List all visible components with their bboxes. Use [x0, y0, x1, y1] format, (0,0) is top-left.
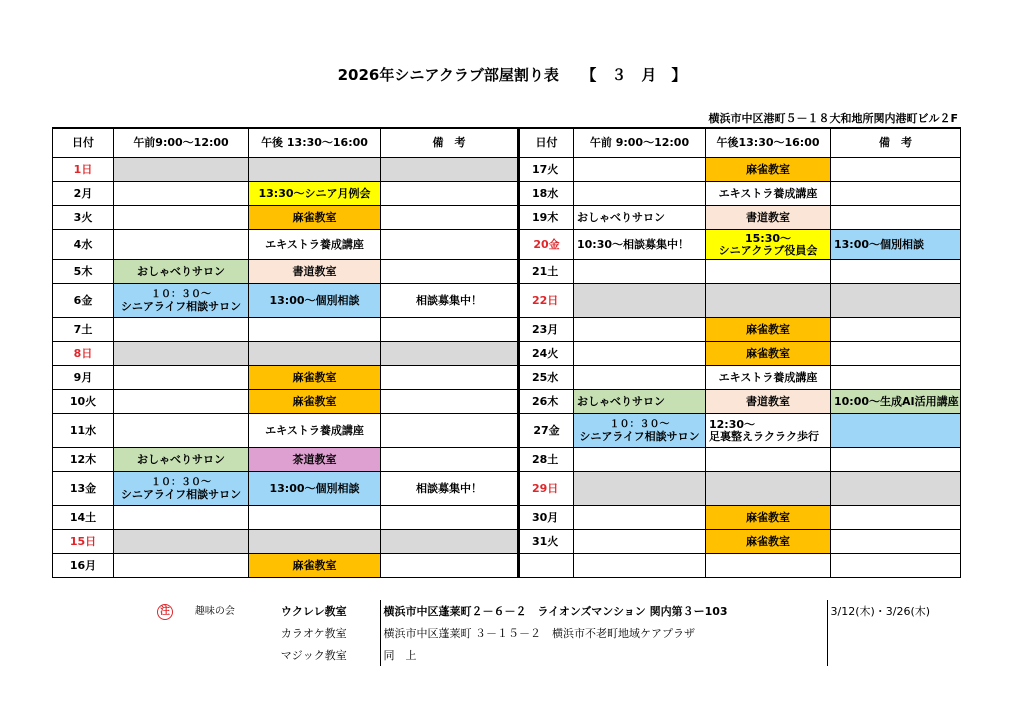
note-cell: 相談募集中！: [381, 472, 519, 506]
notes-label: 趣味の会: [194, 606, 235, 617]
am-line: シニアライフ相談サロン: [120, 487, 242, 501]
date-cell: 30月: [519, 506, 574, 530]
pm-cell: [706, 284, 831, 318]
table-row: [53, 414, 961, 448]
table-row: [53, 342, 961, 366]
date-cell: 3火: [53, 206, 114, 230]
schedule-table: [52, 127, 961, 578]
note-cell: [831, 472, 961, 506]
am-cell: [574, 182, 706, 206]
pm-cell: [706, 554, 831, 578]
pm-cell: 13:00～個別相談: [249, 284, 381, 318]
pm-cell: エキストラ養成講座: [706, 366, 831, 390]
date-cell: [519, 554, 574, 578]
note-cell: [831, 448, 961, 472]
date-cell: 2月: [53, 182, 114, 206]
pm-cell: [249, 530, 381, 554]
page-title: 2026年シニアクラブ部屋割り表 【 ３ 月 】: [337, 66, 687, 84]
table-row: [53, 284, 961, 318]
note-cell: [831, 260, 961, 284]
note-cell: [831, 318, 961, 342]
note-cell: [831, 554, 961, 578]
table-row: [53, 260, 961, 284]
note-cell: [831, 530, 961, 554]
notes-label-cell: [52, 600, 248, 622]
am-cell: [574, 342, 706, 366]
note-mark-icon: 注: [157, 604, 173, 620]
table-row: [53, 472, 961, 506]
note-cell: [381, 260, 519, 284]
am-cell: [574, 472, 706, 506]
am-cell: [114, 318, 249, 342]
am-cell: [114, 414, 249, 448]
pm-cell: [249, 158, 381, 182]
date-cell: 16月: [53, 554, 114, 578]
note-cell: [381, 554, 519, 578]
note-cell: [381, 206, 519, 230]
note-cell: [381, 318, 519, 342]
table-row: [53, 230, 961, 260]
date-cell: 12木: [53, 448, 114, 472]
date-cell: 24火: [519, 342, 574, 366]
am-cell: [574, 506, 706, 530]
hobby-place: 横浜市中区蓬莱町２－６－２ ライオンズマンション 関内第３ー103: [380, 600, 827, 622]
header-date: 日付: [53, 128, 114, 158]
table-row: [53, 318, 961, 342]
date-cell: 18水: [519, 182, 574, 206]
header-note: 備 考: [831, 128, 961, 158]
note-cell: [381, 390, 519, 414]
pm-cell: 麻雀教室: [249, 390, 381, 414]
date-cell: 6金: [53, 284, 114, 318]
am-cell: [114, 182, 249, 206]
hobby-name: ウクレレ教室: [248, 600, 380, 622]
am-cell: [574, 284, 706, 318]
am-cell: 10:30～相談募集中！: [574, 230, 706, 260]
date-cell: 1日: [53, 158, 114, 182]
pm-cell: [249, 506, 381, 530]
pm-cell: 麻雀教室: [706, 318, 831, 342]
am-cell: [114, 554, 249, 578]
date-cell: 4水: [53, 230, 114, 260]
am-line: １０：３０～: [609, 418, 670, 430]
pm-line: シニアクラブ役員会: [718, 243, 818, 257]
pm-cell: 13:00～個別相談: [249, 472, 381, 506]
pm-cell: 麻雀教室: [249, 554, 381, 578]
pm-line: 足裏整えラクラク歩行: [709, 429, 819, 443]
date-cell: 25水: [519, 366, 574, 390]
date-cell: 15日: [53, 530, 114, 554]
note-cell: 相談募集中！: [381, 284, 519, 318]
address: 横浜市中区港町５－１８大和地所関内港町ビル２F: [708, 112, 958, 125]
table-row: [53, 530, 961, 554]
date-cell: 11水: [53, 414, 114, 448]
note-cell: [381, 342, 519, 366]
am-cell: おしゃべりサロン: [114, 448, 249, 472]
header-date: 日付: [519, 128, 574, 158]
note-cell: 10:00～生成AI活用講座: [831, 390, 961, 414]
table-row: [53, 158, 961, 182]
date-cell: 28土: [519, 448, 574, 472]
am-cell: おしゃべりサロン: [574, 390, 706, 414]
header-note: 備 考: [381, 128, 519, 158]
note-cell: [831, 506, 961, 530]
header-pm: 午後 13:30～16:00: [249, 128, 381, 158]
pm-cell: [249, 342, 381, 366]
am-cell: [114, 342, 249, 366]
note-cell: [381, 158, 519, 182]
am-cell: [574, 260, 706, 284]
note-cell: [381, 448, 519, 472]
table-row: [53, 506, 961, 530]
am-cell: [574, 158, 706, 182]
note-cell: [831, 158, 961, 182]
pm-cell: [249, 318, 381, 342]
date-cell: 7土: [53, 318, 114, 342]
date-cell: 27金: [519, 414, 574, 448]
table-row: [53, 448, 961, 472]
am-cell: [114, 390, 249, 414]
table-row: [53, 554, 961, 578]
am-cell: [574, 414, 706, 448]
date-cell: 17火: [519, 158, 574, 182]
pm-cell: [706, 472, 831, 506]
date-cell: 31火: [519, 530, 574, 554]
date-cell: 20金: [519, 230, 574, 260]
am-cell: [114, 284, 249, 318]
pm-cell: 麻雀教室: [706, 506, 831, 530]
note-cell: [381, 506, 519, 530]
note-cell: [381, 182, 519, 206]
table-row: [53, 366, 961, 390]
date-cell: 29日: [519, 472, 574, 506]
pm-cell: 書道教室: [706, 390, 831, 414]
pm-cell: 麻雀教室: [706, 342, 831, 366]
am-cell: [114, 530, 249, 554]
pm-cell: 麻雀教室: [706, 158, 831, 182]
am-cell: [574, 366, 706, 390]
pm-line: 15:30～: [744, 231, 791, 245]
pm-cell: [706, 414, 831, 448]
am-line: シニアライフ相談サロン: [120, 299, 242, 313]
am-line: １０：３０～: [151, 476, 211, 488]
date-cell: 9月: [53, 366, 114, 390]
hobby-place: 横浜市中区蓬莱町 ３－１５－２ 横浜市不老町地域ケアプラザ: [380, 622, 827, 644]
date-cell: 19木: [519, 206, 574, 230]
pm-cell: [706, 230, 831, 260]
note-cell: [381, 530, 519, 554]
date-cell: 26木: [519, 390, 574, 414]
hobby-name: カラオケ教室: [248, 622, 380, 644]
note-cell: [381, 366, 519, 390]
am-cell: おしゃべりサロン: [114, 260, 249, 284]
am-cell: [114, 158, 249, 182]
am-cell: [574, 554, 706, 578]
table-row: [53, 182, 961, 206]
note-cell: [831, 182, 961, 206]
date-cell: 8日: [53, 342, 114, 366]
am-cell: [114, 506, 249, 530]
note-cell: [831, 206, 961, 230]
pm-line: 12:30～: [709, 417, 756, 431]
am-cell: [574, 530, 706, 554]
hobby-place: 同 上: [380, 644, 827, 666]
am-cell: [114, 472, 249, 506]
hobby-notes: [52, 600, 960, 666]
am-cell: [114, 366, 249, 390]
note-cell: [831, 366, 961, 390]
note-cell: [381, 230, 519, 260]
pm-cell: 13:30～シニア月例会: [249, 182, 381, 206]
header-am: 午前 9:00～12:00: [574, 128, 706, 158]
date-cell: 10火: [53, 390, 114, 414]
hobby-dates: 3/12(木)・3/26(木): [830, 605, 931, 618]
am-cell: [114, 230, 249, 260]
hobby-name: マジック教室: [248, 644, 380, 666]
am-cell: おしゃべりサロン: [574, 206, 706, 230]
pm-cell: エキストラ養成講座: [706, 182, 831, 206]
note-cell: [381, 414, 519, 448]
am-cell: [114, 206, 249, 230]
note-cell: [831, 342, 961, 366]
date-cell: 21土: [519, 260, 574, 284]
pm-cell: 書道教室: [249, 260, 381, 284]
pm-cell: 茶道教室: [249, 448, 381, 472]
pm-cell: 麻雀教室: [706, 530, 831, 554]
header-pm: 午後13:30～16:00: [706, 128, 831, 158]
pm-cell: エキストラ養成講座: [249, 230, 381, 260]
pm-cell: [706, 260, 831, 284]
am-cell: [574, 318, 706, 342]
am-cell: [574, 448, 706, 472]
pm-cell: 麻雀教室: [249, 206, 381, 230]
am-line: シニアライフ相談サロン: [579, 429, 700, 443]
table-row: [53, 390, 961, 414]
date-cell: 14土: [53, 506, 114, 530]
date-cell: 5木: [53, 260, 114, 284]
note-cell: [831, 414, 961, 448]
table-row: [53, 206, 961, 230]
date-cell: 13金: [53, 472, 114, 506]
pm-cell: 書道教室: [706, 206, 831, 230]
pm-cell: エキストラ養成講座: [249, 414, 381, 448]
date-cell: 23月: [519, 318, 574, 342]
date-cell: 22日: [519, 284, 574, 318]
am-line: １０：３０～: [151, 288, 211, 300]
pm-cell: 麻雀教室: [249, 366, 381, 390]
pm-cell: [706, 448, 831, 472]
note-cell: [831, 284, 961, 318]
header-am: 午前9:00～12:00: [114, 128, 249, 158]
note-cell: 13:00～個別相談: [831, 230, 961, 260]
